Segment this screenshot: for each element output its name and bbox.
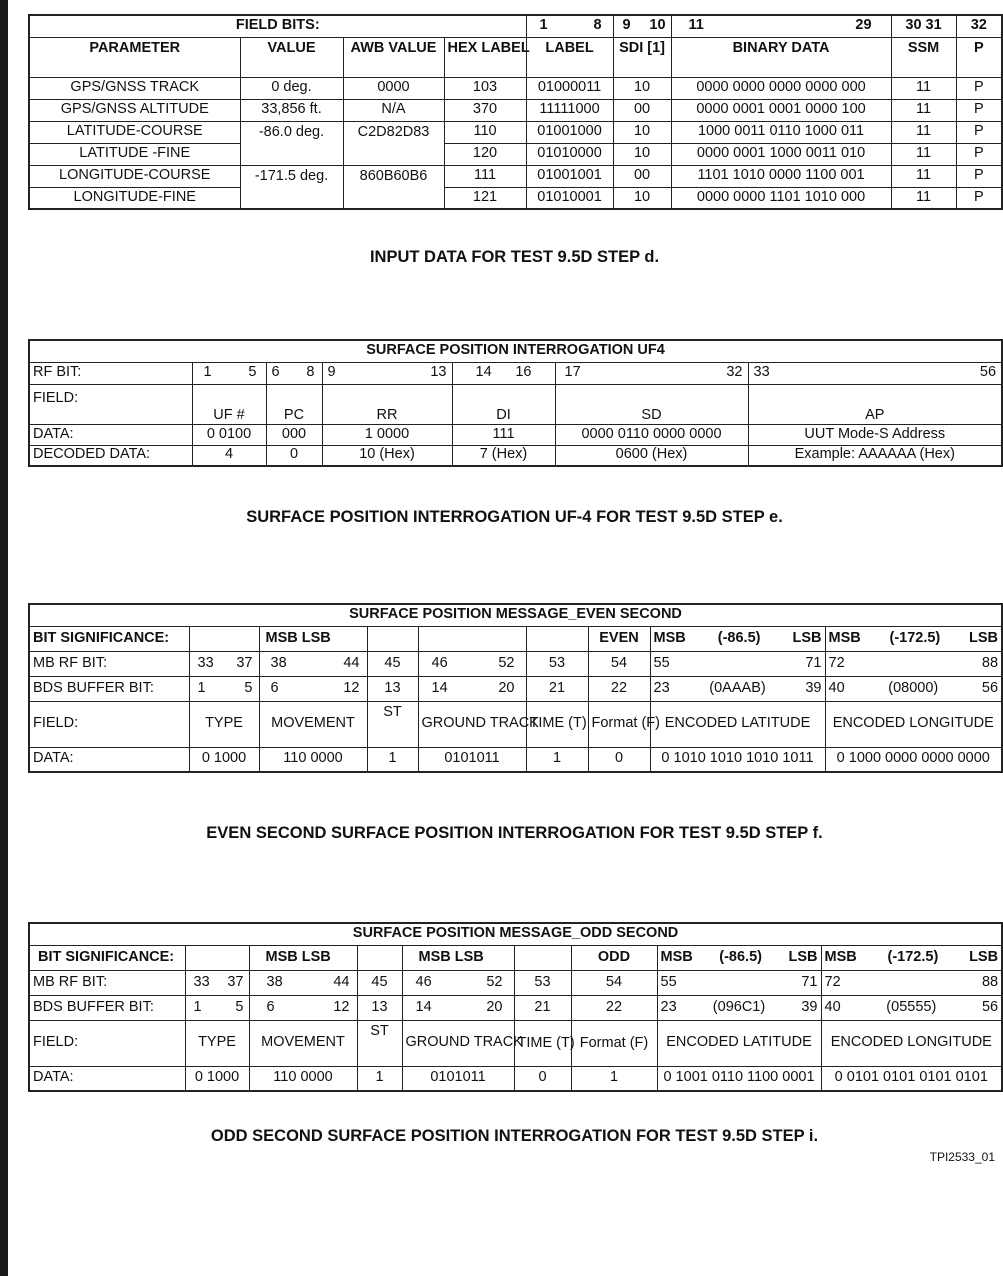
row-binary: 1000 0011 0110 1000 011 — [671, 121, 891, 143]
row-sdi: 10 — [613, 77, 671, 99]
row-value: 0 deg. — [240, 77, 343, 99]
header-label: LABEL — [526, 37, 613, 77]
field-row — [29, 1020, 1002, 1066]
format-even: EVEN — [588, 626, 650, 651]
table2-caption: SURFACE POSITION INTERROGATION UF-4 FOR TEST 9.5D STEP e. — [246, 508, 783, 526]
ground-end: 52 — [498, 654, 515, 671]
field-movement: MOVEMENT — [259, 701, 367, 747]
lat-msb: MSB — [660, 948, 693, 965]
lat-start: 55 — [653, 654, 670, 671]
sdi-bit-end: 10 — [649, 17, 666, 34]
rf-bit-label: RF BIT: — [29, 362, 192, 384]
st-bit: 13 — [367, 676, 418, 701]
data-format: 0 — [588, 747, 650, 772]
field-ground-track: GROUND TRACK — [418, 701, 526, 747]
field-sd: SD — [555, 384, 748, 424]
row-parameter: LONGITUDE-FINE — [29, 187, 240, 209]
bds-buffer-bit-row — [29, 995, 1002, 1020]
row-hex: 121 — [444, 187, 526, 209]
field-encoded-longitude: ENCODED LONGITUDE — [825, 701, 1002, 747]
binary-bit-start: 11 — [688, 17, 704, 34]
data-type: 0 1000 — [189, 747, 259, 772]
row-p: P — [956, 165, 1002, 187]
field-ground-track: GROUND TRACK — [402, 1020, 514, 1066]
data-ground-track: 0101011 — [402, 1066, 514, 1091]
row-ssm: 11 — [891, 77, 956, 99]
row-p: P — [956, 77, 1002, 99]
time-bit: 21 — [526, 676, 588, 701]
decoded-row — [29, 445, 1002, 466]
lon-end: 56 — [981, 998, 999, 1015]
row-hex: 110 — [444, 121, 526, 143]
bit-start: 1 — [203, 364, 212, 381]
table3-caption: EVEN SECOND SURFACE POSITION INTERROGATION FOR TEST 9.5D STEP f. — [206, 824, 823, 842]
format-bit: 22 — [571, 995, 657, 1020]
row-p: P — [956, 143, 1002, 165]
lat-end: 39 — [801, 998, 818, 1015]
lat-start: 55 — [660, 973, 677, 990]
field-ap: AP — [748, 384, 1002, 424]
field-bits-label: FIELD BITS: — [29, 15, 526, 37]
row-label: 01001000 — [526, 121, 613, 143]
type-end: 37 — [236, 654, 253, 671]
table2-title: SURFACE POSITION INTERROGATION UF4 — [29, 340, 1002, 362]
type-start: 1 — [193, 998, 202, 1015]
decoded-sd: 0600 (Hex) — [555, 445, 748, 466]
header-parameter: PARAMETER — [29, 37, 240, 77]
row-binary: 0000 0001 0001 0000 100 — [671, 99, 891, 121]
field-format: Format (F) — [571, 1020, 657, 1066]
lat-lsb: LSB — [788, 948, 818, 965]
figure-id: TPI2533_01 — [929, 1150, 995, 1164]
field-label: FIELD: — [29, 701, 189, 747]
type-end: 37 — [227, 973, 244, 990]
data-row — [29, 424, 1002, 445]
table3-title: SURFACE POSITION MESSAGE_EVEN SECOND — [29, 604, 1002, 626]
table4-title: SURFACE POSITION MESSAGE_ODD SECOND — [29, 923, 1002, 945]
field-time: TIME (T) — [526, 701, 588, 747]
field-row — [29, 701, 1002, 747]
movement-start: 38 — [266, 973, 283, 990]
decoded-di: 7 (Hex) — [452, 445, 555, 466]
mb-rf-bit-label: MB RF BIT: — [29, 651, 189, 676]
type-start: 33 — [197, 654, 214, 671]
header-ssm: SSM — [891, 37, 956, 77]
field-di: DI — [452, 384, 555, 424]
row-binary: 1101 1010 0000 1100 001 — [671, 165, 891, 187]
bit-end: 56 — [979, 364, 997, 381]
table4-caption: ODD SECOND SURFACE POSITION INTERROGATION FOR TEST 9.5D STEP i. — [210, 1127, 819, 1145]
data-st: 1 — [357, 1066, 402, 1091]
lon-lsb: LSB — [969, 629, 999, 646]
input-data-table — [28, 14, 1003, 210]
lat-start: 23 — [660, 998, 677, 1015]
row-label: 01000011 — [526, 77, 613, 99]
row-parameter: GPS/GNSS ALTITUDE — [29, 99, 240, 121]
lon-start: 40 — [828, 679, 845, 696]
data-encoded-longitude: 0 0101 0101 0101 0101 — [821, 1066, 1002, 1091]
lon-msb: MSB — [828, 629, 861, 646]
ground-start: 46 — [415, 973, 432, 990]
field-type: TYPE — [189, 701, 259, 747]
type-end: 5 — [244, 679, 253, 696]
row-ssm: 11 — [891, 187, 956, 209]
header-row — [29, 37, 1002, 77]
data-pc: 000 — [266, 424, 322, 445]
ground-start: 14 — [415, 998, 432, 1015]
data-time: 0 — [514, 1066, 571, 1091]
st-bit: 45 — [367, 651, 418, 676]
ground-start: 46 — [431, 654, 448, 671]
bit-end: 32 — [726, 364, 743, 381]
data-encoded-latitude: 0 1010 1010 1010 1011 — [650, 747, 825, 772]
bit-end: 8 — [306, 364, 315, 381]
data-label: DATA: — [29, 747, 189, 772]
row-ssm: 11 — [891, 165, 956, 187]
decoded-uf: 4 — [192, 445, 266, 466]
ground-end: 20 — [486, 998, 503, 1015]
header-binary-data: BINARY DATA — [671, 37, 891, 77]
bit-start: 9 — [327, 364, 336, 381]
header-hex-label: HEX LABEL — [444, 37, 526, 77]
row-awb: N/A — [343, 99, 444, 121]
row-binary: 0000 0001 1000 0011 010 — [671, 143, 891, 165]
data-uf: 0 0100 — [192, 424, 266, 445]
row-label: 01010001 — [526, 187, 613, 209]
lon-value: (-172.5) — [887, 948, 939, 965]
row-awb: 0000 — [343, 77, 444, 99]
table-row — [29, 187, 1002, 209]
format-odd: ODD — [571, 945, 657, 970]
row-binary: 0000 0000 1101 1010 000 — [671, 187, 891, 209]
mb-rf-bit-row — [29, 970, 1002, 995]
header-p: P — [956, 37, 1002, 77]
lon-hex: (05555) — [886, 998, 937, 1015]
header-sdi: SDI [1] — [613, 37, 671, 77]
bit-significance-row — [29, 626, 1002, 651]
data-di: 111 — [452, 424, 555, 445]
format-bit: 54 — [588, 651, 650, 676]
ground-end: 20 — [498, 679, 515, 696]
row-sdi: 00 — [613, 99, 671, 121]
field-movement: MOVEMENT — [249, 1020, 357, 1066]
uf4-interrogation-table — [28, 339, 1003, 467]
bit-end: 13 — [430, 364, 447, 381]
row-sdi: 10 — [613, 143, 671, 165]
movement-end: 44 — [343, 654, 360, 671]
row-awb: C2D82D83 — [343, 121, 444, 165]
ssm-bits: 30 31 — [891, 15, 956, 37]
field-type: TYPE — [185, 1020, 249, 1066]
data-st: 1 — [367, 747, 418, 772]
data-row — [29, 747, 1002, 772]
row-ssm: 11 — [891, 121, 956, 143]
bit-start: 33 — [753, 364, 770, 381]
lon-start: 72 — [824, 973, 841, 990]
data-type: 0 1000 — [185, 1066, 249, 1091]
st-bit: 45 — [357, 970, 402, 995]
lon-msb: MSB — [824, 948, 857, 965]
ground-end: 52 — [486, 973, 503, 990]
st-bit: 13 — [357, 995, 402, 1020]
row-hex: 120 — [444, 143, 526, 165]
row-awb: 860B60B6 — [343, 165, 444, 209]
field-rr: RR — [322, 384, 452, 424]
lat-hex: (096C1) — [712, 998, 766, 1015]
movement-end: 12 — [343, 679, 360, 696]
data-label: DATA: — [29, 1066, 185, 1091]
row-binary: 0000 0000 0000 0000 000 — [671, 77, 891, 99]
row-sdi: 10 — [613, 187, 671, 209]
lat-end: 71 — [801, 973, 818, 990]
title-row — [29, 604, 1002, 626]
header-awb-value: AWB VALUE — [343, 37, 444, 77]
data-label: DATA: — [29, 424, 192, 445]
header-value: VALUE — [240, 37, 343, 77]
lat-hex: (0AAAB) — [709, 679, 766, 696]
data-rr: 1 0000 — [322, 424, 452, 445]
row-label: 01010000 — [526, 143, 613, 165]
row-label: 11111000 — [526, 99, 613, 121]
data-row — [29, 1066, 1002, 1091]
data-encoded-latitude: 0 1001 0110 1100 0001 — [657, 1066, 821, 1091]
row-parameter: LATITUDE -FINE — [29, 143, 240, 165]
decoded-label: DECODED DATA: — [29, 445, 192, 466]
lon-value: (-172.5) — [889, 629, 941, 646]
row-hex: 103 — [444, 77, 526, 99]
bit-end: 5 — [248, 364, 257, 381]
row-value: -171.5 deg. — [240, 165, 343, 209]
row-hex: 370 — [444, 99, 526, 121]
lat-end: 39 — [805, 679, 822, 696]
decoded-pc: 0 — [266, 445, 322, 466]
row-parameter: GPS/GNSS TRACK — [29, 77, 240, 99]
row-p: P — [956, 187, 1002, 209]
table-row — [29, 77, 1002, 99]
left-edge-bar — [0, 0, 8, 1276]
row-hex: 111 — [444, 165, 526, 187]
movement-start: 6 — [270, 679, 279, 696]
time-bit: 21 — [514, 995, 571, 1020]
row-parameter: LATITUDE-COURSE — [29, 121, 240, 143]
ground-msb-lsb: MSB LSB — [402, 945, 514, 970]
field-pc: PC — [266, 384, 322, 424]
bit-significance-row — [29, 945, 1002, 970]
table-row — [29, 99, 1002, 121]
mb-rf-bit-row — [29, 651, 1002, 676]
type-start: 1 — [197, 679, 206, 696]
data-format: 1 — [571, 1066, 657, 1091]
parity-bit: 32 — [956, 15, 1002, 37]
label-bit-end: 8 — [593, 17, 602, 34]
even-second-table — [28, 603, 1003, 773]
format-bit: 54 — [571, 970, 657, 995]
data-ap: UUT Mode-S Address — [748, 424, 1002, 445]
lon-start: 40 — [824, 998, 841, 1015]
bit-start: 14 — [475, 364, 492, 381]
ground-start: 14 — [431, 679, 448, 696]
type-end: 5 — [235, 998, 244, 1015]
lon-end: 56 — [981, 679, 999, 696]
field-bits-row — [29, 15, 1002, 37]
lon-lsb: LSB — [969, 948, 999, 965]
lat-value: (-86.5) — [717, 629, 761, 646]
decoded-rr: 10 (Hex) — [322, 445, 452, 466]
field-encoded-latitude: ENCODED LATITUDE — [650, 701, 825, 747]
row-p: P — [956, 99, 1002, 121]
field-format: Format (F) — [588, 701, 650, 747]
field-st: ST — [367, 701, 418, 747]
data-movement: 110 0000 — [249, 1066, 357, 1091]
label-bit-start: 1 — [539, 17, 548, 34]
decoded-ap: Example: AAAAAA (Hex) — [748, 445, 1002, 466]
lat-lsb: LSB — [792, 629, 822, 646]
row-sdi: 00 — [613, 165, 671, 187]
lat-value: (-86.5) — [719, 948, 762, 965]
time-bit: 53 — [514, 970, 571, 995]
row-value: 33,856 ft. — [240, 99, 343, 121]
lon-end: 88 — [981, 973, 999, 990]
movement-end: 44 — [333, 973, 350, 990]
data-sd: 0000 0110 0000 0000 — [555, 424, 748, 445]
row-ssm: 11 — [891, 143, 956, 165]
bds-buffer-bit-label: BDS BUFFER BIT: — [29, 676, 189, 701]
odd-second-table — [28, 922, 1003, 1092]
title-row — [29, 923, 1002, 945]
mb-rf-bit-label: MB RF BIT: — [29, 970, 185, 995]
movement-start: 6 — [266, 998, 275, 1015]
type-start: 33 — [193, 973, 210, 990]
movement-msb-lsb: MSB LSB — [249, 945, 357, 970]
binary-bit-end: 29 — [855, 17, 872, 34]
field-label: FIELD: — [29, 384, 192, 424]
row-ssm: 11 — [891, 99, 956, 121]
bds-buffer-bit-row — [29, 676, 1002, 701]
lon-end: 88 — [981, 654, 999, 671]
lat-msb: MSB — [653, 629, 686, 646]
data-time: 1 — [526, 747, 588, 772]
row-parameter: LONGITUDE-COURSE — [29, 165, 240, 187]
field-time: TIME (T) — [514, 1020, 571, 1066]
field-st: ST — [357, 1020, 402, 1066]
data-ground-track: 0101011 — [418, 747, 526, 772]
field-encoded-latitude: ENCODED LATITUDE — [657, 1020, 821, 1066]
bit-start: 17 — [564, 364, 581, 381]
bds-buffer-bit-label: BDS BUFFER BIT: — [29, 995, 185, 1020]
field-row — [29, 384, 1002, 424]
sdi-bit-start: 9 — [622, 17, 631, 34]
table1-caption: INPUT DATA FOR TEST 9.5D STEP d. — [369, 248, 660, 266]
row-p: P — [956, 121, 1002, 143]
movement-start: 38 — [270, 654, 287, 671]
table-row — [29, 121, 1002, 143]
format-bit: 22 — [588, 676, 650, 701]
rf-bit-row — [29, 362, 1002, 384]
time-bit: 53 — [526, 651, 588, 676]
row-value: -86.0 deg. — [240, 121, 343, 165]
data-movement: 110 0000 — [259, 747, 367, 772]
row-label: 01001001 — [526, 165, 613, 187]
table-row — [29, 165, 1002, 187]
field-encoded-longitude: ENCODED LONGITUDE — [821, 1020, 1002, 1066]
movement-end: 12 — [333, 998, 350, 1015]
lat-start: 23 — [653, 679, 670, 696]
lon-hex: (08000) — [888, 679, 939, 696]
bit-significance-label: BIT SIGNIFICANCE: — [29, 626, 189, 651]
bit-end: 16 — [515, 364, 532, 381]
lon-start: 72 — [828, 654, 845, 671]
title-row — [29, 340, 1002, 362]
movement-msb-lsb: MSB LSB — [259, 626, 367, 651]
data-encoded-longitude: 0 1000 0000 0000 0000 — [825, 747, 1002, 772]
row-sdi: 10 — [613, 121, 671, 143]
field-label: FIELD: — [29, 1020, 185, 1066]
bit-start: 6 — [271, 364, 280, 381]
field-uf: UF # — [192, 384, 266, 424]
bit-significance-label: BIT SIGNIFICANCE: — [29, 945, 185, 970]
lat-end: 71 — [805, 654, 822, 671]
table-row — [29, 143, 1002, 165]
